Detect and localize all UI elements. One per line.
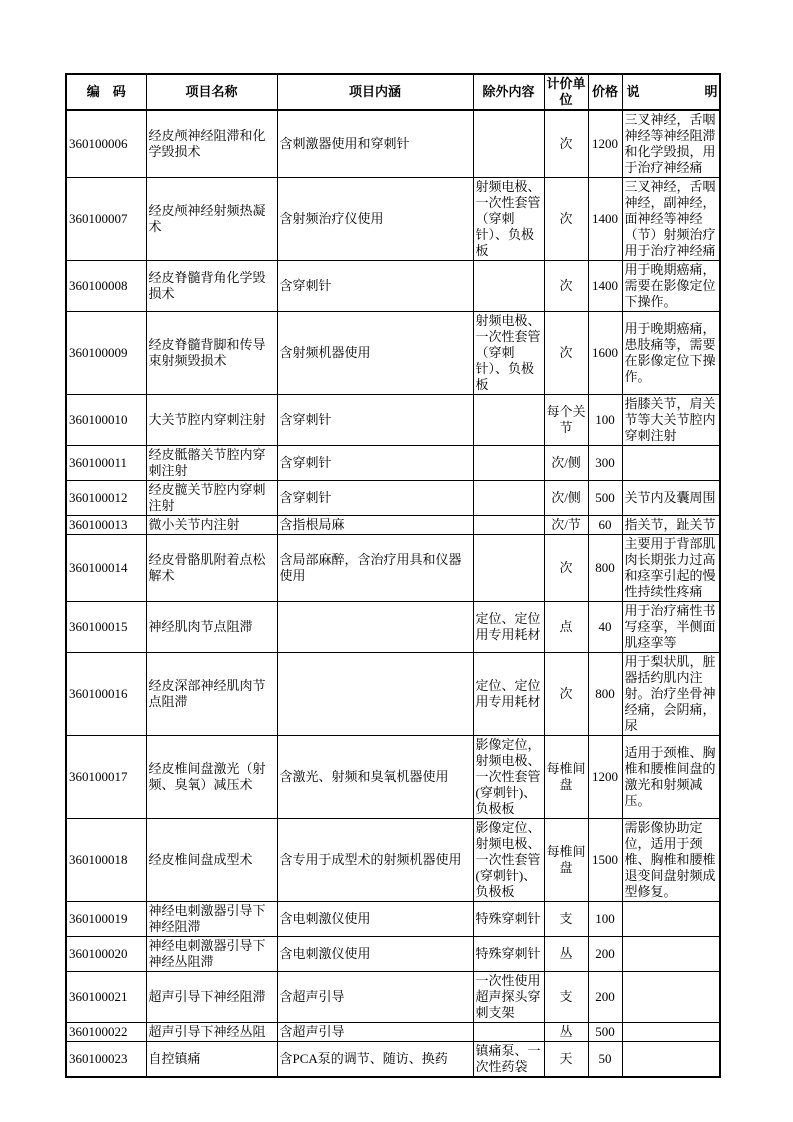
cell-note <box>622 446 720 481</box>
cell-unit: 每椎间盘 <box>544 819 588 902</box>
cell-note: 关节内及囊周围 <box>622 481 720 516</box>
cell-code: 360100013 <box>66 516 146 535</box>
cell-excluded <box>473 535 544 602</box>
table-row <box>66 972 720 1023</box>
cell-price: 100 <box>588 395 622 446</box>
cell-price: 50 <box>588 1042 622 1078</box>
cell-name: 经皮椎间盘激光（射频、臭氧）减压术 <box>146 736 277 819</box>
cell-price: 1600 <box>588 312 622 395</box>
cell-note: 适用于颈椎、胸椎和腰椎间盘的激光和射频减压。 <box>622 736 720 819</box>
cell-code: 360100011 <box>66 446 146 481</box>
cell-code: 360100020 <box>66 937 146 972</box>
cell-excluded: 定位、定位用专用耗材 <box>473 653 544 736</box>
cell-note: 用于晚期癌痛，患肢痛等，需要在影像定位下操作。 <box>622 312 720 395</box>
cell-name: 经皮骨骼肌附着点松解术 <box>146 535 277 602</box>
table-row <box>66 937 720 972</box>
cell-excluded: 影像定位，射频电极、一次性套管(穿刺针)、负极板 <box>473 736 544 819</box>
cell-excluded: 特殊穿刺针 <box>473 902 544 937</box>
header-note: 说 明 <box>622 74 720 110</box>
cell-name: 超声引导下神经丛阻 <box>146 1023 277 1042</box>
cell-name: 经皮脊髓背角化学毁损术 <box>146 261 277 312</box>
cell-content: 含激光、射频和臭氧机器使用 <box>277 736 473 819</box>
cell-content: 含电刺激仪使用 <box>277 902 473 937</box>
cell-unit: 每椎间盘 <box>544 736 588 819</box>
table-row <box>66 395 720 446</box>
table-row <box>66 1042 720 1078</box>
cell-content <box>277 602 473 653</box>
table-row <box>66 736 720 819</box>
table-body <box>66 110 720 1077</box>
cell-name: 经皮深部神经肌肉节点阻滞 <box>146 653 277 736</box>
cell-name: 自控镇痛 <box>146 1042 277 1078</box>
cell-name: 经皮髋关节腔内穿刺注射 <box>146 481 277 516</box>
cell-code: 360100018 <box>66 819 146 902</box>
cell-excluded <box>473 516 544 535</box>
cell-excluded: 镇痛泵、一次性药袋 <box>473 1042 544 1078</box>
cell-excluded: 影像定位、射频电极、一次性套管(穿刺针)、负极板 <box>473 819 544 902</box>
cell-price: 1400 <box>588 261 622 312</box>
table-row <box>66 110 720 178</box>
cell-code: 360100014 <box>66 535 146 602</box>
cell-price: 200 <box>588 972 622 1023</box>
cell-price: 100 <box>588 902 622 937</box>
cell-price: 800 <box>588 653 622 736</box>
cell-name: 神经肌肉节点阻滞 <box>146 602 277 653</box>
cell-name: 经皮颅神经射频热凝术 <box>146 178 277 261</box>
cell-name: 经皮颅神经阻滞和化学毁损术 <box>146 110 277 178</box>
table-row <box>66 261 720 312</box>
header-unit: 计价单位 <box>544 74 588 110</box>
cell-note <box>622 972 720 1023</box>
cell-unit: 支 <box>544 972 588 1023</box>
cell-unit: 次 <box>544 110 588 178</box>
cell-unit: 天 <box>544 1042 588 1078</box>
cell-name: 神经电刺激器引导下神经丛阻滞 <box>146 937 277 972</box>
cell-note: 指膝关节，肩关节等大关节腔内穿刺注射 <box>622 395 720 446</box>
cell-unit: 次/节 <box>544 516 588 535</box>
cell-price: 40 <box>588 602 622 653</box>
cell-code: 360100007 <box>66 178 146 261</box>
table-row <box>66 653 720 736</box>
header-price: 价格 <box>588 74 622 110</box>
header-code: 编 码 <box>66 74 146 110</box>
cell-name: 微小关节内注射 <box>146 516 277 535</box>
cell-unit: 次/侧 <box>544 446 588 481</box>
cell-price: 800 <box>588 535 622 602</box>
table-row <box>66 535 720 602</box>
cell-note <box>622 1023 720 1042</box>
cell-excluded <box>473 1023 544 1042</box>
cell-unit: 点 <box>544 602 588 653</box>
cell-price: 300 <box>588 446 622 481</box>
table-row <box>66 1023 720 1042</box>
cell-excluded <box>473 261 544 312</box>
cell-excluded <box>473 395 544 446</box>
cell-code: 360100008 <box>66 261 146 312</box>
cell-unit: 支 <box>544 902 588 937</box>
cell-excluded: 特殊穿刺针 <box>473 937 544 972</box>
cell-price: 1200 <box>588 736 622 819</box>
cell-note: 用于晚期癌痛，需要在影像定位下操作。 <box>622 261 720 312</box>
cell-code: 360100019 <box>66 902 146 937</box>
cell-code: 360100010 <box>66 395 146 446</box>
cell-code: 360100006 <box>66 110 146 178</box>
cell-price: 1500 <box>588 819 622 902</box>
cell-price: 1200 <box>588 110 622 178</box>
table-row <box>66 819 720 902</box>
cell-excluded: 射频电极、一次性套管（穿刺针）、负极板 <box>473 312 544 395</box>
cell-name: 经皮椎间盘成型术 <box>146 819 277 902</box>
cell-code: 360100017 <box>66 736 146 819</box>
cell-unit: 次 <box>544 261 588 312</box>
cell-name: 经皮脊髓背脚和传导束射频毁损术 <box>146 312 277 395</box>
cell-note: 三叉神经，舌咽神经等神经阻滞和化学毁损，用于治疗神经痛 <box>622 110 720 178</box>
table-row <box>66 178 720 261</box>
cell-content: 含穿刺针 <box>277 481 473 516</box>
table-row <box>66 312 720 395</box>
header-name: 项目名称 <box>146 74 277 110</box>
cell-unit: 次 <box>544 535 588 602</box>
cell-excluded: 射频电极、一次性套管（穿刺针）、负极板 <box>473 178 544 261</box>
cell-note: 主要用于背部肌肉长期张力过高和痉挛引起的慢性持续性疼痛 <box>622 535 720 602</box>
cell-note: 三叉神经，舌咽神经，副神经，面神经等神经（节）射频治疗用于治疗神经痛 <box>622 178 720 261</box>
header-row <box>66 74 720 110</box>
table-row <box>66 516 720 535</box>
cell-unit: 每个关节 <box>544 395 588 446</box>
cell-content: 含PCA泵的调节、随访、换药 <box>277 1042 473 1078</box>
cell-content: 含射频机器使用 <box>277 312 473 395</box>
cell-unit: 次 <box>544 312 588 395</box>
cell-code: 360100016 <box>66 653 146 736</box>
cell-code: 360100022 <box>66 1023 146 1042</box>
cell-content: 含电刺激仪使用 <box>277 937 473 972</box>
cell-content <box>277 653 473 736</box>
cell-price: 200 <box>588 937 622 972</box>
cell-excluded: 一次性使用超声探头穿刺支架 <box>473 972 544 1023</box>
cell-name: 大关节腔内穿刺注射 <box>146 395 277 446</box>
cell-unit: 次 <box>544 178 588 261</box>
cell-content: 含超声引导 <box>277 972 473 1023</box>
cell-content: 含指根局麻 <box>277 516 473 535</box>
cell-code: 360100012 <box>66 481 146 516</box>
cell-price: 60 <box>588 516 622 535</box>
cell-content: 含刺激器使用和穿刺针 <box>277 110 473 178</box>
cell-unit: 丛 <box>544 1023 588 1042</box>
table-row <box>66 481 720 516</box>
cell-price: 500 <box>588 1023 622 1042</box>
cell-note: 需影像协助定位，适用于颈椎、胸椎和腰椎退变间盘射频成型修复。 <box>622 819 720 902</box>
cell-name: 经皮骶髂关节腔内穿刺注射 <box>146 446 277 481</box>
cell-unit: 次/侧 <box>544 481 588 516</box>
cell-note: 用于梨状肌，脏器括约肌内注射。治疗坐骨神经痛，会阴痛，尿 <box>622 653 720 736</box>
cell-content: 含射频治疗仪使用 <box>277 178 473 261</box>
table-header <box>66 74 720 110</box>
table-row <box>66 446 720 481</box>
cell-code: 360100009 <box>66 312 146 395</box>
table-row <box>66 602 720 653</box>
cell-unit: 次 <box>544 653 588 736</box>
cell-note: 用于治疗痛性书写痉挛，半侧面肌痉挛等 <box>622 602 720 653</box>
cell-content: 含穿刺针 <box>277 261 473 312</box>
cell-name: 超声引导下神经阻滞 <box>146 972 277 1023</box>
cell-name: 神经电刺激器引导下神经阻滞 <box>146 902 277 937</box>
cell-price: 1400 <box>588 178 622 261</box>
cell-excluded: 定位、定位用专用耗材 <box>473 602 544 653</box>
cell-note <box>622 902 720 937</box>
cell-content: 含穿刺针 <box>277 395 473 446</box>
cell-content: 含专用于成型术的射频机器使用 <box>277 819 473 902</box>
header-excluded: 除外内容 <box>473 74 544 110</box>
cell-code: 360100015 <box>66 602 146 653</box>
cell-excluded <box>473 110 544 178</box>
cell-code: 360100023 <box>66 1042 146 1078</box>
cell-content: 含穿刺针 <box>277 446 473 481</box>
cell-content: 含局部麻醉，含治疗用具和仪器使用 <box>277 535 473 602</box>
header-content: 项目内涵 <box>277 74 473 110</box>
cell-content: 含超声引导 <box>277 1023 473 1042</box>
cell-code: 360100021 <box>66 972 146 1023</box>
table-row <box>66 902 720 937</box>
cell-unit: 丛 <box>544 937 588 972</box>
cell-note: 指关节，趾关节 <box>622 516 720 535</box>
cell-note <box>622 1042 720 1078</box>
pricing-table <box>65 73 721 1078</box>
cell-price: 500 <box>588 481 622 516</box>
cell-excluded <box>473 446 544 481</box>
cell-excluded <box>473 481 544 516</box>
cell-note <box>622 937 720 972</box>
